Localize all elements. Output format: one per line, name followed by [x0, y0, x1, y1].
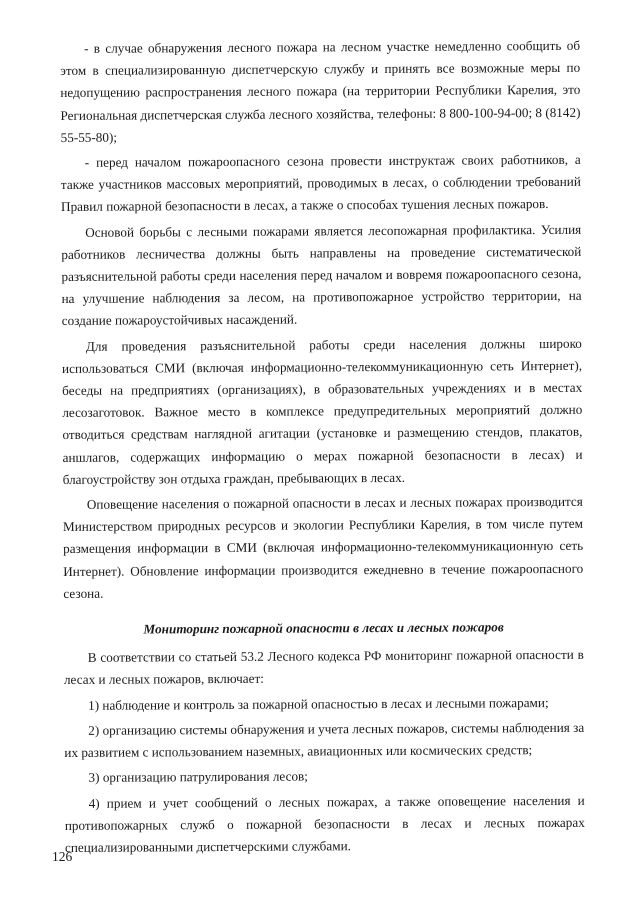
list-item-reports: 4) прием и учет сообщений о лесных пожарах, а также оповещение населения и противопожарных служб о пожарной безопасности в лесах и лесных пожарах специализированными диспетчерскими службами. — [64, 792, 585, 855]
list-item-detection-system: 2) организацию системы обнаружения и учета лесных пожаров, системы наблюдения за их развитием с использованием наземных, авиационных или космических средств; — [64, 719, 585, 761]
paragraph-outreach: Для проведения разъяснительной работы среди населения должны широко использоваться СМИ (включая информационно-телекоммуникационную сеть Интернет), беседы на предприятиях (организациях), в образовательных учреждениях и в местах лесозаготовок. Важное место в комплексе предупредительных мероприятий должно отводиться средствам наглядной агитации (установке и размещению стендов, плакатов, аншлагов, содержащих информацию о мерах пожарной безопасности в лесах) и благоустройству зон отдыха граждан, пребывающих в лесах. — [61, 335, 583, 487]
paragraph-prevention: Основой борьбы с лесными пожарами является лесопожарная профилактика. Усилия работников лесничества должны быть направлены на проведение систематической разъяснительной работы среди населения перед началом и вовремя пожароопасного сезона, на улучшение наблюдения за лесом, на противопожарное устройство территории, на создание пожароустойчивых насаждений. — [61, 221, 582, 329]
section-heading: Мониторинг пожарной опасности в лесах и лесных пожаров — [143, 619, 504, 637]
list-item-patrolling: 3) организацию патрулирования лесов; — [88, 768, 308, 786]
paragraph-monitoring-intro: В соответствии со статьей 53.2 Лесного кодекса РФ мониторинг пожарной опасности в лесах и лесных пожаров, включает: — [63, 647, 584, 688]
paragraph-briefing: - перед началом пожароопасного сезона провести инструктаж своих работников, а также участников массовых мероприятий, проводимых в лесах, о соблюдении требований Правил пожарной безопасности в лесах, а также о способах тушения лесных пожаров. — [60, 151, 581, 215]
page-number: 126 — [52, 849, 73, 864]
document-page — [60, 35, 585, 862]
paragraph-notification: Оповещение населения о пожарной опасности в лесах и лесных пожарах производится Министерством природных ресурсов и экологии Республики Карелия, в том числе путем размещения информации в СМИ (включая информационно-телекоммуникационную сеть Интернет). Обновление информации производится ежедневно в течение пожароопасного сезона. — [62, 493, 584, 601]
paragraph-emergency-report: - в случае обнаружения лесного пожара на лесном участке немедленно сообщить об этом в специализированную диспетчерскую службу и принять все возможные меры по недопущению распространения лесного пожара (на территории Республики Карелия, это Региональная диспетчерская служба лесного хозяйства, телефоны: 8 800-100-94-00; 8 (8142) 55-55-80); — [60, 37, 581, 145]
list-item-observation: 1) наблюдение и контроль за пожарной опасностью в лесах и лесными пожарами; — [88, 694, 549, 713]
